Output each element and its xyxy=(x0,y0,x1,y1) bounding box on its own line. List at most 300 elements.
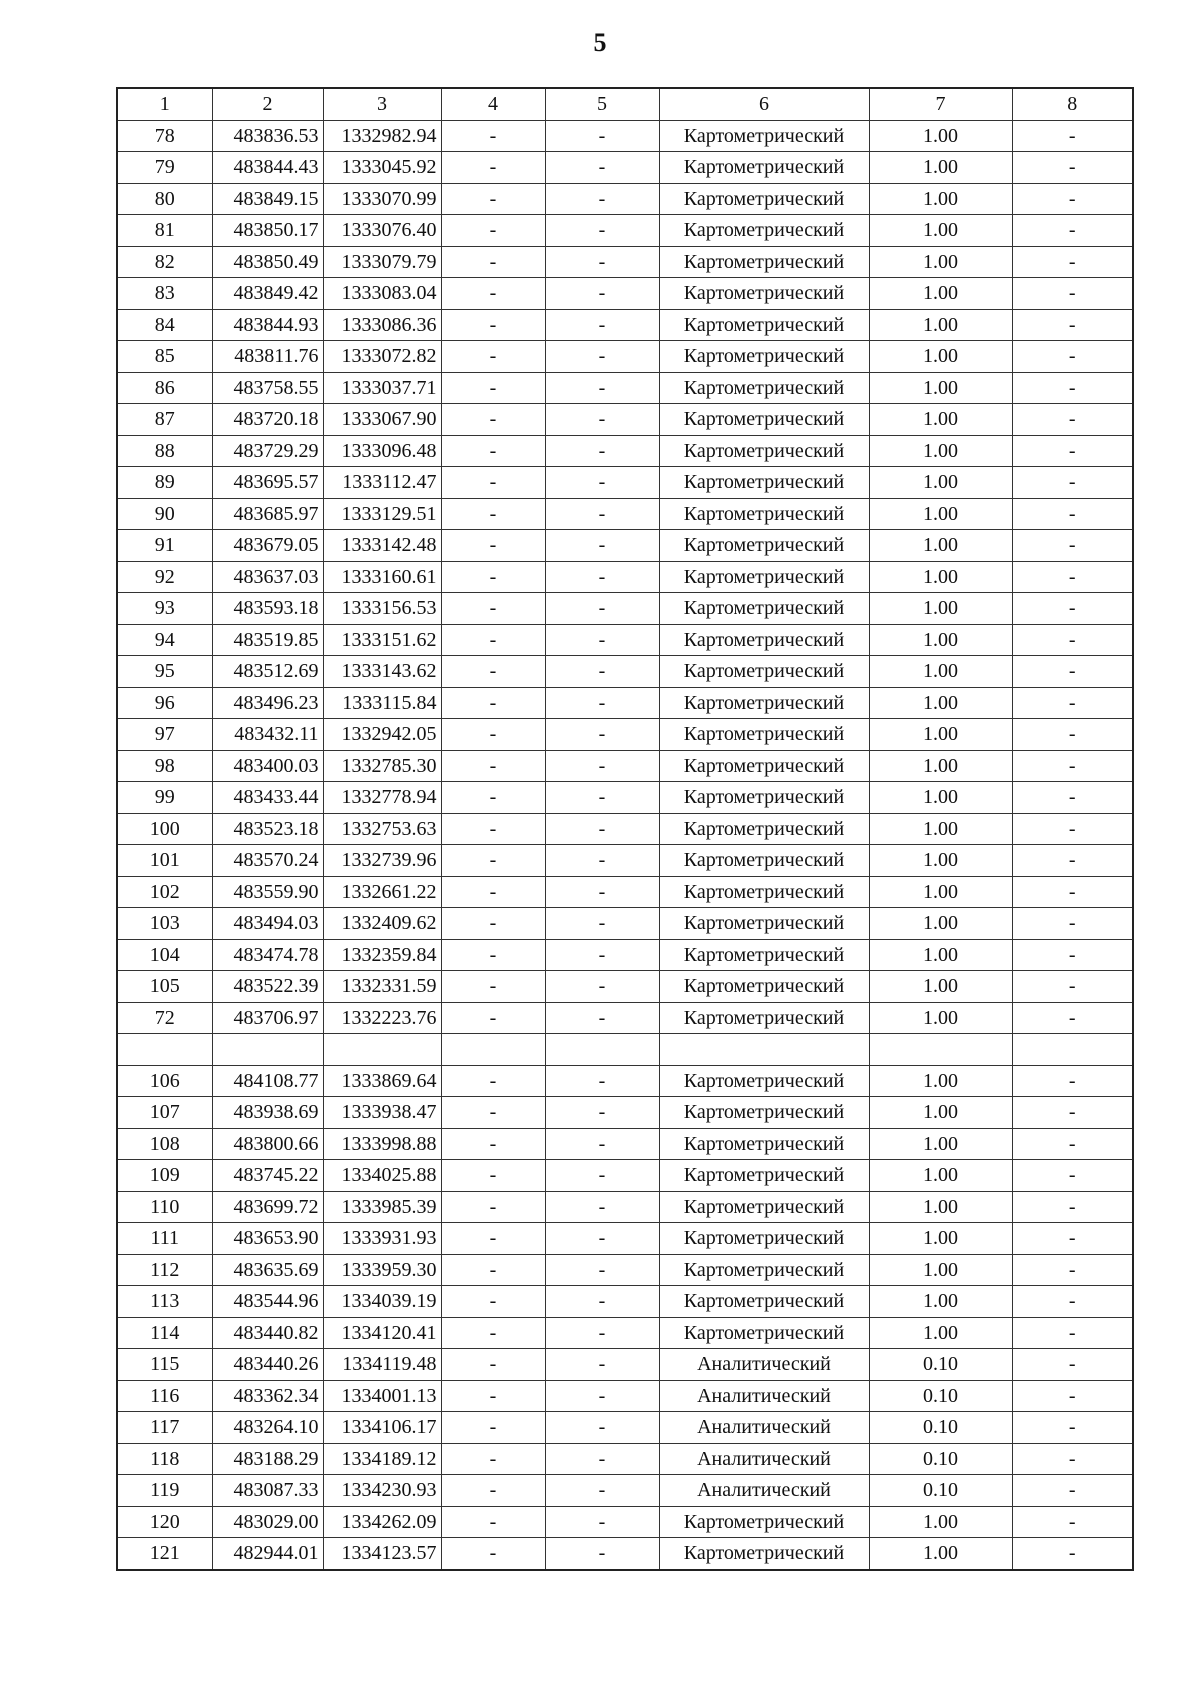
table-cell-col-7: 1.00 xyxy=(869,750,1012,782)
table-cell-col-1: 79 xyxy=(117,152,212,184)
table-cell-col-7: 1.00 xyxy=(869,1223,1012,1255)
table-cell-col-6: Картометрический xyxy=(659,530,869,562)
table-cell-col-3: 1334001.13 xyxy=(323,1380,441,1412)
table-cell-col-7: 1.00 xyxy=(869,435,1012,467)
table-cell-col-1 xyxy=(117,1034,212,1066)
table-row xyxy=(117,1160,1133,1192)
table-cell-col-6: Аналитический xyxy=(659,1443,869,1475)
table-cell-col-4: - xyxy=(441,687,545,719)
table-cell-col-8: - xyxy=(1012,813,1133,845)
table-cell-col-3: 1333067.90 xyxy=(323,404,441,436)
table-cell-col-5: - xyxy=(545,750,659,782)
table-cell-col-8: - xyxy=(1012,1254,1133,1286)
table-cell-col-3: 1333083.04 xyxy=(323,278,441,310)
table-cell-col-1: 107 xyxy=(117,1097,212,1129)
table-cell-col-6: Картометрический xyxy=(659,656,869,688)
table-cell-col-8: - xyxy=(1012,1317,1133,1349)
table-cell-col-8: - xyxy=(1012,1349,1133,1381)
table-cell-col-8: - xyxy=(1012,1286,1133,1318)
table-cell-col-2: 483653.90 xyxy=(212,1223,323,1255)
table-cell-col-8: - xyxy=(1012,183,1133,215)
table-cell-col-3: 1332739.96 xyxy=(323,845,441,877)
table-cell-col-2: 483637.03 xyxy=(212,561,323,593)
table-cell-col-2: 483844.43 xyxy=(212,152,323,184)
table-cell-col-4: - xyxy=(441,1286,545,1318)
table-cell-col-6: Картометрический xyxy=(659,813,869,845)
table-cell-col-7: 1.00 xyxy=(869,1160,1012,1192)
table-cell-col-7: 1.00 xyxy=(869,687,1012,719)
table-row xyxy=(117,593,1133,625)
table-cell-col-5: - xyxy=(545,215,659,247)
table-cell-col-3: 1333115.84 xyxy=(323,687,441,719)
table-cell-col-4: - xyxy=(441,1065,545,1097)
table-cell-col-8: - xyxy=(1012,152,1133,184)
table-cell-col-1: 112 xyxy=(117,1254,212,1286)
table-cell-col-2: 483029.00 xyxy=(212,1506,323,1538)
table-cell-col-2: 483570.24 xyxy=(212,845,323,877)
table-cell-col-6: Картометрический xyxy=(659,341,869,373)
table-cell-col-4: - xyxy=(441,152,545,184)
table-cell-col-6: Картометрический xyxy=(659,1286,869,1318)
table-cell-col-2: 483512.69 xyxy=(212,656,323,688)
table-cell-col-5: - xyxy=(545,1317,659,1349)
table-cell-col-6: Картометрический xyxy=(659,1538,869,1570)
table-cell-col-5: - xyxy=(545,530,659,562)
table-cell-col-8: - xyxy=(1012,498,1133,530)
coordinates-table xyxy=(116,87,1134,1571)
table-cell-col-3: 1333142.48 xyxy=(323,530,441,562)
table-row xyxy=(117,1097,1133,1129)
table-cell-col-3: 1333076.40 xyxy=(323,215,441,247)
table-cell-col-4: - xyxy=(441,1538,545,1570)
table-cell-col-7: 1.00 xyxy=(869,624,1012,656)
table-header-row xyxy=(117,88,1133,120)
table-cell-col-7: 1.00 xyxy=(869,719,1012,751)
table-cell-col-6: Картометрический xyxy=(659,1191,869,1223)
table-cell-col-7: 1.00 xyxy=(869,1254,1012,1286)
table-cell-col-2: 483400.03 xyxy=(212,750,323,782)
table-cell-col-1: 110 xyxy=(117,1191,212,1223)
table-cell-col-2: 483264.10 xyxy=(212,1412,323,1444)
table-cell-col-4: - xyxy=(441,372,545,404)
table-cell-col-5: - xyxy=(545,309,659,341)
table-cell-col-7: 1.00 xyxy=(869,813,1012,845)
table-cell-col-1: 89 xyxy=(117,467,212,499)
table-cell-col-3: 1334039.19 xyxy=(323,1286,441,1318)
table-row xyxy=(117,215,1133,247)
table-row xyxy=(117,404,1133,436)
table-cell-col-5: - xyxy=(545,404,659,436)
table-cell-col-4: - xyxy=(441,1191,545,1223)
table-cell-col-1: 97 xyxy=(117,719,212,751)
table-cell-col-7: 1.00 xyxy=(869,1286,1012,1318)
table-cell-col-1: 118 xyxy=(117,1443,212,1475)
table-cell-col-4: - xyxy=(441,1475,545,1507)
table-cell-col-3: 1332785.30 xyxy=(323,750,441,782)
table-cell-col-2: 483362.34 xyxy=(212,1380,323,1412)
table-cell-col-2: 483494.03 xyxy=(212,908,323,940)
table-cell-col-1: 114 xyxy=(117,1317,212,1349)
table-cell-col-6: Картометрический xyxy=(659,561,869,593)
table-cell-col-7: 1.00 xyxy=(869,309,1012,341)
table-cell-col-8: - xyxy=(1012,656,1133,688)
table-cell-col-8 xyxy=(1012,1034,1133,1066)
table-cell-col-6: Аналитический xyxy=(659,1380,869,1412)
table-cell-col-2: 483440.26 xyxy=(212,1349,323,1381)
table-row xyxy=(117,1317,1133,1349)
table-cell-col-7: 1.00 xyxy=(869,845,1012,877)
table-cell-col-3: 1333079.79 xyxy=(323,246,441,278)
table-cell-col-3: 1332661.22 xyxy=(323,876,441,908)
table-cell-col-7 xyxy=(869,1034,1012,1066)
table-cell-col-2: 483635.69 xyxy=(212,1254,323,1286)
table-cell-col-4: - xyxy=(441,498,545,530)
table-cell-col-7: 0.10 xyxy=(869,1443,1012,1475)
table-cell-col-4: - xyxy=(441,183,545,215)
table-row xyxy=(117,1034,1133,1066)
table-cell-col-8: - xyxy=(1012,246,1133,278)
table-row xyxy=(117,624,1133,656)
table-cell-col-1: 120 xyxy=(117,1506,212,1538)
table-cell-col-4: - xyxy=(441,1317,545,1349)
table-cell-col-4: - xyxy=(441,845,545,877)
table-cell-col-8: - xyxy=(1012,687,1133,719)
table-cell-col-4: - xyxy=(441,215,545,247)
table-cell-col-5: - xyxy=(545,813,659,845)
table-cell-col-3: 1332331.59 xyxy=(323,971,441,1003)
page-number: 5 xyxy=(593,28,607,57)
table-cell-col-8: - xyxy=(1012,908,1133,940)
table-cell-col-3: 1333931.93 xyxy=(323,1223,441,1255)
table-cell-col-5: - xyxy=(545,1160,659,1192)
table-cell-col-1: 90 xyxy=(117,498,212,530)
table-cell-col-6: Картометрический xyxy=(659,782,869,814)
table-cell-col-8: - xyxy=(1012,876,1133,908)
table-cell-col-1: 86 xyxy=(117,372,212,404)
table-cell-col-8: - xyxy=(1012,1097,1133,1129)
table-cell-col-5: - xyxy=(545,1286,659,1318)
table-row xyxy=(117,435,1133,467)
table-cell-col-1: 88 xyxy=(117,435,212,467)
table-cell-col-3: 1333998.88 xyxy=(323,1128,441,1160)
table-cell-col-1: 98 xyxy=(117,750,212,782)
table-cell-col-1: 119 xyxy=(117,1475,212,1507)
table-cell-col-3 xyxy=(323,1034,441,1066)
table-cell-col-5: - xyxy=(545,183,659,215)
table-cell-col-7: 0.10 xyxy=(869,1349,1012,1381)
table-cell-col-4: - xyxy=(441,782,545,814)
table-cell-col-6: Картометрический xyxy=(659,908,869,940)
table-cell-col-4 xyxy=(441,1034,545,1066)
table-cell-col-1: 99 xyxy=(117,782,212,814)
table-cell-col-5: - xyxy=(545,1065,659,1097)
table-cell-col-1: 93 xyxy=(117,593,212,625)
table-row xyxy=(117,1443,1133,1475)
table-cell-col-8: - xyxy=(1012,971,1133,1003)
table-cell-col-4: - xyxy=(441,341,545,373)
table-cell-col-5: - xyxy=(545,1506,659,1538)
table-row xyxy=(117,120,1133,152)
table-cell-col-8: - xyxy=(1012,624,1133,656)
table-cell-col-4: - xyxy=(441,1349,545,1381)
table-cell-col-5: - xyxy=(545,1380,659,1412)
table-row xyxy=(117,1538,1133,1570)
table-cell-col-6: Картометрический xyxy=(659,1223,869,1255)
table-row xyxy=(117,1506,1133,1538)
table-cell-col-8: - xyxy=(1012,530,1133,562)
table-cell-col-6 xyxy=(659,1034,869,1066)
table-cell-col-7: 1.00 xyxy=(869,183,1012,215)
table-cell-col-1: 78 xyxy=(117,120,212,152)
table-cell-col-3: 1333869.64 xyxy=(323,1065,441,1097)
table-cell-col-6: Картометрический xyxy=(659,246,869,278)
table-cell-col-5: - xyxy=(545,372,659,404)
table-cell-col-3: 1333959.30 xyxy=(323,1254,441,1286)
table-cell-col-1: 104 xyxy=(117,939,212,971)
table-cell-col-4: - xyxy=(441,939,545,971)
table-cell-col-2: 483706.97 xyxy=(212,1002,323,1034)
column-header-8: 8 xyxy=(1012,88,1133,120)
table-cell-col-2: 482944.01 xyxy=(212,1538,323,1570)
table-cell-col-6: Картометрический xyxy=(659,372,869,404)
table-cell-col-6: Картометрический xyxy=(659,183,869,215)
table-cell-col-4: - xyxy=(441,1254,545,1286)
table-cell-col-8: - xyxy=(1012,278,1133,310)
table-cell-col-1: 103 xyxy=(117,908,212,940)
table-cell-col-2: 483729.29 xyxy=(212,435,323,467)
table-row xyxy=(117,1065,1133,1097)
table-cell-col-1: 95 xyxy=(117,656,212,688)
table-row xyxy=(117,246,1133,278)
column-header-3: 3 xyxy=(323,88,441,120)
table-cell-col-7: 0.10 xyxy=(869,1412,1012,1444)
table-cell-col-5: - xyxy=(545,1538,659,1570)
table-cell-col-3: 1333156.53 xyxy=(323,593,441,625)
table-cell-col-6: Картометрический xyxy=(659,435,869,467)
table-cell-col-1: 85 xyxy=(117,341,212,373)
table-cell-col-6: Картометрический xyxy=(659,1254,869,1286)
table-row xyxy=(117,939,1133,971)
table-cell-col-2: 483695.57 xyxy=(212,467,323,499)
table-cell-col-2: 483811.76 xyxy=(212,341,323,373)
table-cell-col-4: - xyxy=(441,1506,545,1538)
table-cell-col-1: 116 xyxy=(117,1380,212,1412)
table-cell-col-6: Картометрический xyxy=(659,1317,869,1349)
table-cell-col-6: Картометрический xyxy=(659,498,869,530)
table-cell-col-8: - xyxy=(1012,1506,1133,1538)
table-cell-col-8: - xyxy=(1012,1475,1133,1507)
table-cell-col-5: - xyxy=(545,1002,659,1034)
table-cell-col-4: - xyxy=(441,120,545,152)
table-cell-col-3: 1334106.17 xyxy=(323,1412,441,1444)
table-cell-col-2: 483544.96 xyxy=(212,1286,323,1318)
table-cell-col-2: 483938.69 xyxy=(212,1097,323,1129)
table-cell-col-8: - xyxy=(1012,1538,1133,1570)
table-cell-col-4: - xyxy=(441,1002,545,1034)
table-cell-col-2: 483519.85 xyxy=(212,624,323,656)
table-cell-col-4: - xyxy=(441,246,545,278)
table-cell-col-6: Картометрический xyxy=(659,1097,869,1129)
table-cell-col-6: Картометрический xyxy=(659,152,869,184)
table-row xyxy=(117,1475,1133,1507)
column-header-4: 4 xyxy=(441,88,545,120)
table-cell-col-5: - xyxy=(545,876,659,908)
table-cell-col-5 xyxy=(545,1034,659,1066)
table-cell-col-1: 82 xyxy=(117,246,212,278)
table-cell-col-2: 483836.53 xyxy=(212,120,323,152)
table-cell-col-6: Картометрический xyxy=(659,1506,869,1538)
table-cell-col-2: 483522.39 xyxy=(212,971,323,1003)
table-cell-col-5: - xyxy=(545,1475,659,1507)
table-cell-col-2: 483593.18 xyxy=(212,593,323,625)
table-cell-col-2: 483849.42 xyxy=(212,278,323,310)
table-cell-col-7: 1.00 xyxy=(869,120,1012,152)
table-cell-col-1: 101 xyxy=(117,845,212,877)
table-cell-col-3: 1332778.94 xyxy=(323,782,441,814)
table-cell-col-4: - xyxy=(441,309,545,341)
table-cell-col-4: - xyxy=(441,1443,545,1475)
table-cell-col-5: - xyxy=(545,498,659,530)
table-cell-col-2: 483440.82 xyxy=(212,1317,323,1349)
table-row xyxy=(117,908,1133,940)
table-cell-col-7: 1.00 xyxy=(869,971,1012,1003)
table-cell-col-1: 105 xyxy=(117,971,212,1003)
table-cell-col-6: Аналитический xyxy=(659,1475,869,1507)
table-cell-col-4: - xyxy=(441,719,545,751)
table-cell-col-8: - xyxy=(1012,1191,1133,1223)
table-cell-col-5: - xyxy=(545,1254,659,1286)
table-cell-col-6: Картометрический xyxy=(659,309,869,341)
table-cell-col-5: - xyxy=(545,435,659,467)
table-cell-col-8: - xyxy=(1012,309,1133,341)
table-cell-col-5: - xyxy=(545,845,659,877)
table-cell-col-5: - xyxy=(545,1191,659,1223)
table-cell-col-3: 1332223.76 xyxy=(323,1002,441,1034)
table-cell-col-1: 100 xyxy=(117,813,212,845)
table-cell-col-8: - xyxy=(1012,1065,1133,1097)
table-cell-col-3: 1333129.51 xyxy=(323,498,441,530)
table-cell-col-7: 1.00 xyxy=(869,1128,1012,1160)
table-cell-col-2: 483523.18 xyxy=(212,813,323,845)
table-cell-col-3: 1333070.99 xyxy=(323,183,441,215)
table-cell-col-5: - xyxy=(545,561,659,593)
table-row xyxy=(117,372,1133,404)
table-cell-col-4: - xyxy=(441,404,545,436)
table-cell-col-1: 83 xyxy=(117,278,212,310)
table-row xyxy=(117,813,1133,845)
table-cell-col-6: Картометрический xyxy=(659,593,869,625)
table-cell-col-4: - xyxy=(441,1223,545,1255)
table-cell-col-2: 483745.22 xyxy=(212,1160,323,1192)
table-cell-col-4: - xyxy=(441,1128,545,1160)
table-cell-col-2: 483432.11 xyxy=(212,719,323,751)
table-cell-col-5: - xyxy=(545,278,659,310)
table-cell-col-7: 1.00 xyxy=(869,498,1012,530)
table-cell-col-1: 106 xyxy=(117,1065,212,1097)
table-cell-col-3: 1333151.62 xyxy=(323,624,441,656)
table-cell-col-7: 1.00 xyxy=(869,372,1012,404)
table-cell-col-4: - xyxy=(441,1160,545,1192)
table-cell-col-2 xyxy=(212,1034,323,1066)
table-cell-col-1: 81 xyxy=(117,215,212,247)
table-cell-col-5: - xyxy=(545,1097,659,1129)
table-cell-col-2: 483496.23 xyxy=(212,687,323,719)
table-cell-col-7: 1.00 xyxy=(869,1002,1012,1034)
table-row xyxy=(117,1254,1133,1286)
table-cell-col-2: 483850.49 xyxy=(212,246,323,278)
table-cell-col-1: 102 xyxy=(117,876,212,908)
column-header-5: 5 xyxy=(545,88,659,120)
table-cell-col-5: - xyxy=(545,908,659,940)
table-cell-col-7: 1.00 xyxy=(869,246,1012,278)
table-cell-col-2: 483559.90 xyxy=(212,876,323,908)
table-cell-col-3: 1333096.48 xyxy=(323,435,441,467)
table-cell-col-7: 1.00 xyxy=(869,1097,1012,1129)
table-row xyxy=(117,750,1133,782)
table-cell-col-5: - xyxy=(545,1349,659,1381)
table-cell-col-3: 1332753.63 xyxy=(323,813,441,845)
table-cell-col-6: Картометрический xyxy=(659,215,869,247)
table-cell-col-5: - xyxy=(545,341,659,373)
table-cell-col-4: - xyxy=(441,624,545,656)
table-cell-col-3: 1332942.05 xyxy=(323,719,441,751)
table-cell-col-8: - xyxy=(1012,467,1133,499)
table-cell-col-5: - xyxy=(545,624,659,656)
table-cell-col-2: 483758.55 xyxy=(212,372,323,404)
table-row xyxy=(117,309,1133,341)
table-cell-col-4: - xyxy=(441,530,545,562)
table-cell-col-5: - xyxy=(545,120,659,152)
table-cell-col-3: 1333985.39 xyxy=(323,1191,441,1223)
table-cell-col-2: 483685.97 xyxy=(212,498,323,530)
table-cell-col-8: - xyxy=(1012,1380,1133,1412)
table-cell-col-5: - xyxy=(545,1443,659,1475)
table-cell-col-7: 1.00 xyxy=(869,1191,1012,1223)
table-cell-col-3: 1333160.61 xyxy=(323,561,441,593)
table-cell-col-2: 483720.18 xyxy=(212,404,323,436)
table-row xyxy=(117,845,1133,877)
table-cell-col-1: 109 xyxy=(117,1160,212,1192)
table-cell-col-3: 1333938.47 xyxy=(323,1097,441,1129)
table-cell-col-5: - xyxy=(545,1412,659,1444)
table-cell-col-7: 1.00 xyxy=(869,278,1012,310)
table-cell-col-3: 1332409.62 xyxy=(323,908,441,940)
table-cell-col-1: 96 xyxy=(117,687,212,719)
table-cell-col-8: - xyxy=(1012,561,1133,593)
table-cell-col-7: 1.00 xyxy=(869,215,1012,247)
table-cell-col-8: - xyxy=(1012,939,1133,971)
table-row xyxy=(117,1002,1133,1034)
column-header-1: 1 xyxy=(117,88,212,120)
table-cell-col-3: 1334025.88 xyxy=(323,1160,441,1192)
table-cell-col-8: - xyxy=(1012,1002,1133,1034)
table-cell-col-7: 1.00 xyxy=(869,656,1012,688)
table-cell-col-8: - xyxy=(1012,1128,1133,1160)
table-cell-col-7: 1.00 xyxy=(869,939,1012,971)
table-cell-col-6: Картометрический xyxy=(659,876,869,908)
table-cell-col-3: 1333037.71 xyxy=(323,372,441,404)
table-cell-col-1: 111 xyxy=(117,1223,212,1255)
table-cell-col-4: - xyxy=(441,278,545,310)
table-cell-col-5: - xyxy=(545,939,659,971)
table-cell-col-2: 483474.78 xyxy=(212,939,323,971)
table-cell-col-5: - xyxy=(545,1128,659,1160)
table-cell-col-4: - xyxy=(441,908,545,940)
table-row xyxy=(117,1128,1133,1160)
table-cell-col-8: - xyxy=(1012,120,1133,152)
table-cell-col-5: - xyxy=(545,593,659,625)
table-cell-col-6: Картометрический xyxy=(659,845,869,877)
